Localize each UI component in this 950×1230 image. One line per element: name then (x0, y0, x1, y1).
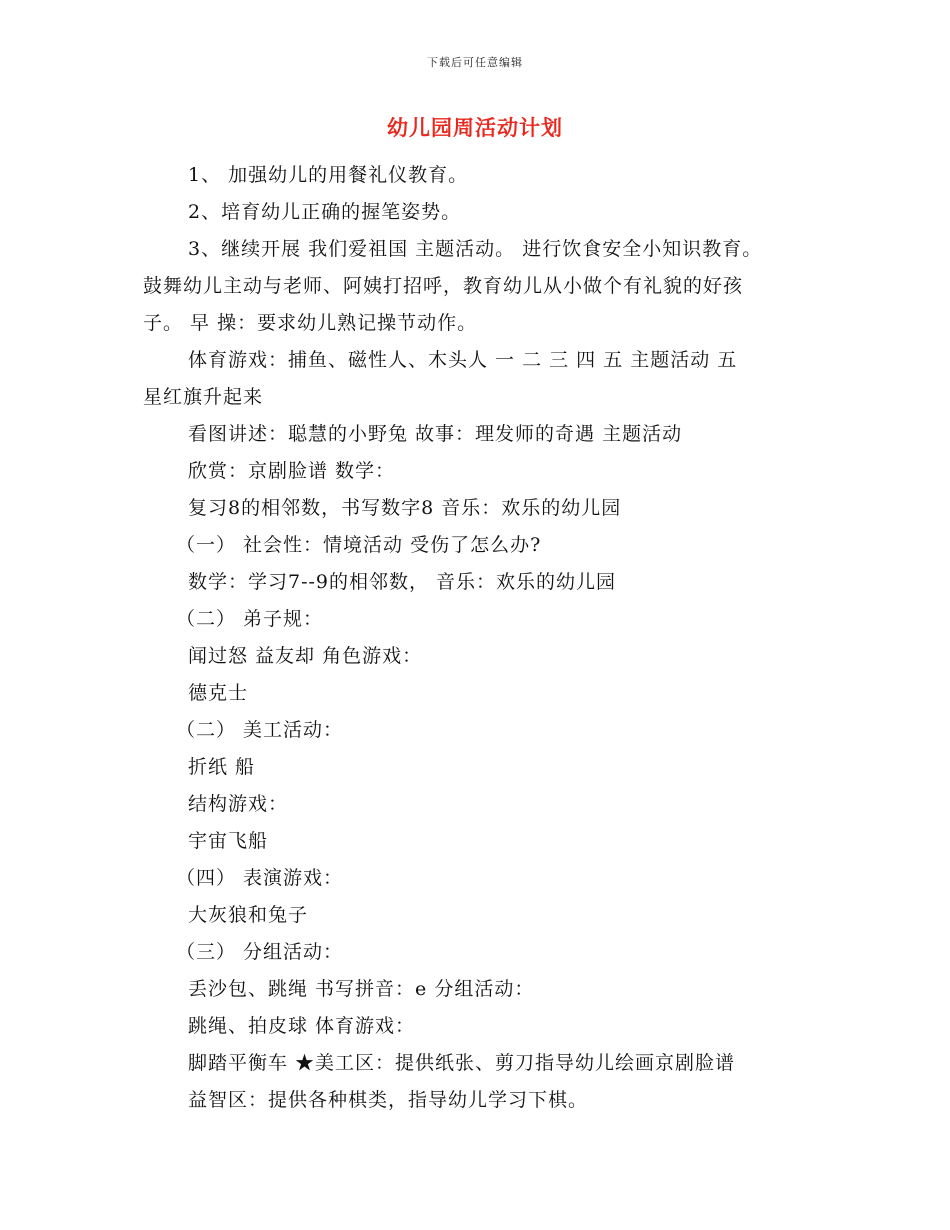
text-line: 德克士 (188, 682, 249, 704)
text-line: 鼓舞幼儿主动与老师、阿姨打招呼，教育幼儿从小做个有礼貌的好孩 (143, 275, 744, 297)
text-line: 大灰狼和兔子 (188, 904, 309, 926)
text-line: 闻过怒 益友却 角色游戏： (188, 645, 423, 667)
text-line: 结构游戏： (188, 793, 289, 815)
document-title: 幼儿园周活动计划 (387, 116, 563, 140)
text-line: 3、继续开展 我们爱祖国 主题活动。 进行饮食安全小知识教育。 (188, 238, 763, 260)
text-line: 2、培育幼儿正确的握笔姿势。 (188, 201, 462, 223)
text-line: 跳绳、拍皮球 体育游戏： (188, 1015, 416, 1037)
text-line: 益智区：提供各种棋类，指导幼儿学习下棋。 (188, 1089, 589, 1111)
text-line: （三） 分组活动： (176, 941, 344, 963)
text-line: 子。 早 操：要求幼儿熟记操节动作。 (143, 312, 478, 334)
text-line: （四） 表演游戏： (176, 867, 344, 889)
text-line: 欣赏：京剧脸谱 数学： (188, 460, 396, 482)
text-line: 复习8的相邻数，书写数字8 音乐：欢乐的幼儿园 (188, 497, 622, 519)
header-note: 下载后可任意编辑 (427, 56, 523, 69)
text-line: （一） 社会性：情境活动 受伤了怎么办? (176, 534, 542, 556)
text-line: 丢沙包、跳绳 书写拼音：e 分组活动： (188, 978, 535, 1000)
text-line: 星红旗升起来 (143, 386, 264, 408)
document-body (143, 157, 823, 1119)
text-line: 看图讲述：聪慧的小野兔 故事：理发师的奇遇 主题活动 (188, 423, 683, 445)
text-line: （二） 美工活动： (176, 719, 344, 741)
text-line: 折纸 船 (188, 756, 256, 778)
text-line: （二） 弟子规： (176, 608, 324, 630)
text-line: 脚踏平衡车 ★美工区：提供纸张、剪刀指导幼儿绘画京剧脸谱 (188, 1052, 736, 1074)
text-line: 数学：学习7--9的相邻数， 音乐：欢乐的幼儿园 (188, 571, 617, 593)
text-line: 1、 加强幼儿的用餐礼仪教育。 (188, 164, 469, 186)
text-line: 宇宙飞船 (188, 830, 269, 852)
text-line: 体育游戏：捕鱼、磁性人、木头人 一 二 三 四 五 主题活动 五 (188, 349, 738, 371)
